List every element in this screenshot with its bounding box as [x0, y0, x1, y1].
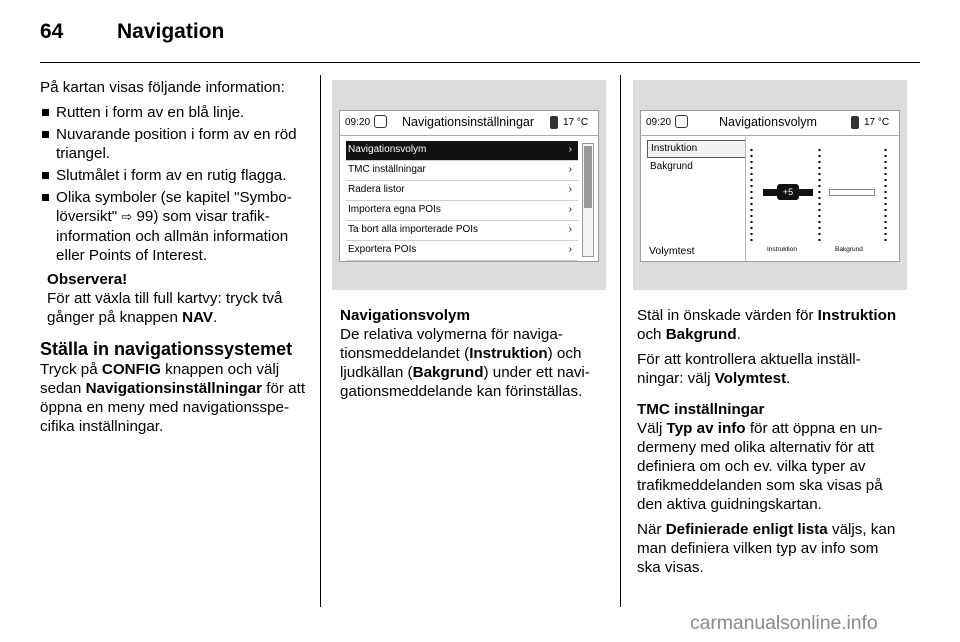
menu-scrollbar[interactable]	[582, 143, 594, 257]
menu-item-ta-bort-pois[interactable]: Ta bort alla importerade POIs ›	[346, 221, 578, 241]
display-screen	[640, 110, 900, 262]
list-item: Slutmålet i form av en rutig flagga.	[40, 166, 308, 185]
page-title: Navigation	[117, 20, 225, 43]
instruktion-slider-value[interactable]: +5	[777, 184, 799, 200]
menu-item-navigationsvolym[interactable]: Navigationsvolym ›	[346, 141, 578, 161]
screenshot-nav-settings	[332, 80, 606, 290]
status-separator	[340, 135, 598, 136]
chevron-right-icon: ›	[568, 184, 572, 195]
settings-menu	[346, 141, 578, 261]
thermometer-icon	[851, 116, 859, 129]
page-reference-arrow-icon: ⇨	[121, 210, 133, 225]
chevron-right-icon: ›	[568, 244, 572, 255]
list-item: Olika symboler (se kapitel "Symbo-löversikt" ⇨ 99) som visar trafik-information och allmän information eller Points of Interest.	[40, 188, 308, 265]
menu-item-exportera-pois[interactable]: Exportera POIs ›	[346, 241, 578, 261]
setup-paragraph: Tryck på CONFIG knappen och välj sedan Navigationsinställningar för att öppna en meny med navigationsspe-cifika inställningar.	[40, 361, 306, 435]
tmc-paragraph: Välj Typ av info för att öppna en un-dermeny med olika alternativ för att definiera om och ev. vilka typer av trafikmeddelanden som ska visas på den aktiva guidningskartan.	[637, 420, 883, 513]
note-text: För att växla till full kartvy: tryck två gånger på knappen NAV.	[47, 290, 283, 326]
scrollbar-thumb[interactable]	[584, 146, 592, 208]
set-values-paragraph: Stäl in önskade värden för Instruktion och Bakgrund.	[637, 307, 897, 343]
status-bar	[340, 111, 598, 135]
status-separator	[641, 135, 899, 136]
section-heading: Ställa in navigationssystemet	[40, 339, 293, 359]
temperature: 17 °C	[563, 117, 589, 128]
column-1	[40, 78, 308, 442]
slider-label-bakgrund: Bakgrund	[835, 246, 863, 253]
column-2	[340, 306, 606, 407]
note-box	[40, 270, 308, 327]
scale-ticks	[818, 147, 821, 241]
header-rule	[40, 62, 920, 63]
temperature: 17 °C	[864, 117, 890, 128]
subheading-navigationsvolym: Navigationsvolym	[340, 307, 470, 324]
watermark: carmanualsonline.info	[690, 612, 878, 634]
chevron-right-icon: ›	[568, 204, 572, 215]
clock-icon	[374, 115, 387, 128]
screen-title: Navigationsinställningar	[402, 115, 535, 129]
display-screen	[339, 110, 599, 262]
option-volymtest[interactable]: Volymtest	[649, 245, 695, 257]
page-number: 64	[40, 20, 64, 43]
menu-item-radera-listor[interactable]: Radera listor ›	[346, 181, 578, 201]
chevron-right-icon: ›	[568, 224, 572, 235]
scale-ticks	[750, 147, 753, 241]
screenshot-nav-volume	[633, 80, 907, 290]
menu-item-tmc[interactable]: TMC inställningar ›	[346, 161, 578, 181]
volymtest-paragraph: För att kontrollera aktuella inställ-ningar: välj Volymtest.	[637, 351, 861, 387]
list-item: Rutten i form av en blå linje.	[40, 103, 308, 122]
bakgrund-slider-bar[interactable]	[829, 189, 875, 196]
scale-ticks	[884, 147, 887, 241]
screen-title: Navigationsvolym	[719, 115, 817, 129]
chevron-right-icon: ›	[568, 144, 572, 155]
subheading-tmc: TMC inställningar	[637, 401, 765, 418]
column-divider-2	[620, 75, 621, 607]
option-bakgrund[interactable]: Bakgrund	[650, 161, 693, 172]
info-list	[40, 103, 308, 265]
clock-time: 09:20	[345, 117, 371, 128]
column-3	[637, 306, 903, 583]
panel-divider	[745, 137, 746, 261]
column-divider-1	[320, 75, 321, 607]
clock-time: 09:20	[646, 117, 672, 128]
chevron-right-icon: ›	[568, 164, 572, 175]
definierade-paragraph: När Definierade enligt lista väljs, kan man definiera vilken typ av info som ska visas.	[637, 521, 896, 576]
menu-item-importera-pois[interactable]: Importera egna POIs ›	[346, 201, 578, 221]
intro-text: På kartan visas följande information:	[40, 79, 285, 96]
clock-icon	[675, 115, 688, 128]
thermometer-icon	[550, 116, 558, 129]
status-bar	[641, 111, 899, 135]
slider-label-instruktion: Instruktion	[767, 246, 797, 253]
volume-paragraph: De relativa volymerna för naviga-tionsmeddelandet (Instruktion) och ljudkällan (Bakgrund) under ett navi-gationsmeddelande kan förinställas.	[340, 326, 590, 400]
option-instruktion[interactable]: Instruktion	[647, 140, 746, 158]
list-item: Nuvarande position i form av en röd triangel.	[40, 125, 308, 163]
note-title: Observera!	[47, 271, 128, 288]
